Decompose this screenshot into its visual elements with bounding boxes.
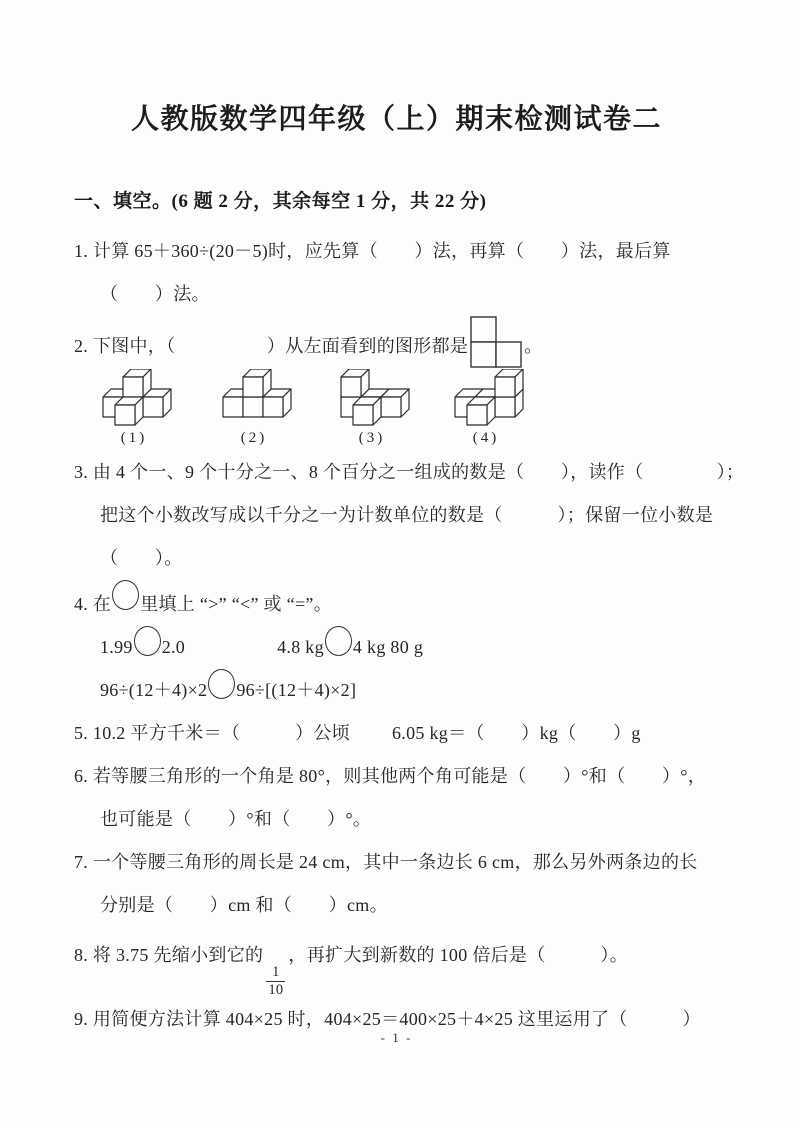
cube-figure-1-drawing bbox=[95, 369, 173, 427]
cube-figure-1 bbox=[95, 369, 173, 447]
question-2-period: 。 bbox=[524, 336, 543, 356]
cube-figure-2 bbox=[215, 369, 293, 447]
exam-body bbox=[0, 190, 793, 1041]
question-2-line bbox=[74, 316, 743, 368]
cube-figures-row bbox=[74, 369, 743, 451]
question-6-line-2: 也可能是（ ）°和（ ）°。 bbox=[100, 809, 372, 829]
comparison-circle bbox=[325, 626, 352, 656]
question-4-line-3 bbox=[74, 669, 743, 712]
comparison-circle bbox=[208, 669, 235, 699]
l-shape-figure bbox=[470, 316, 524, 368]
cube-figure-3-drawing bbox=[333, 369, 411, 427]
question-2-text: 2. 下图中，（ ）从左面看到的图形都是 bbox=[74, 336, 469, 356]
compare-1-right: 2.0 bbox=[161, 637, 186, 657]
fraction-one-tenth bbox=[266, 964, 285, 998]
compare-1-left: 1.99 bbox=[100, 637, 133, 657]
compare-3-left: 96÷(12＋4)×2 bbox=[100, 680, 208, 700]
cube-figure-4 bbox=[447, 369, 525, 447]
comparison-circle bbox=[112, 580, 139, 610]
compare-2-left: 4.8 kg bbox=[277, 637, 324, 657]
question-1-line-1: 1. 计算 65＋360÷(20－5)时，应先算（ ）法，再算（ ）法，最后算 bbox=[74, 241, 671, 261]
question-5-line bbox=[74, 712, 743, 755]
cube-figure-4-drawing bbox=[447, 369, 525, 427]
question-4-line-1 bbox=[74, 580, 743, 626]
question-4-line-2 bbox=[74, 626, 743, 669]
question-1-line-2: （ ）法。 bbox=[100, 284, 210, 304]
page-title: 人教版数学四年级（上）期末检测试卷二 bbox=[130, 104, 662, 135]
cube-figure-3 bbox=[333, 369, 411, 447]
page-number: - 1 - bbox=[380, 1030, 413, 1045]
question-8-post: ，再扩大到新数的 100 倍后是（ ）。 bbox=[288, 945, 629, 965]
question-9-line: 9. 用简便方法计算 404×25 时，404×25＝400×25＋4×25 这里运用了（ ） bbox=[74, 1009, 701, 1030]
cube-figure-2-label: (2) bbox=[240, 430, 268, 446]
question-7-line-1: 7. 一个等腰三角形的周长是 24 cm，其中一条边长 6 cm，那么另外两条边的长 bbox=[74, 852, 698, 872]
compare-2-right: 4 kg 80 g bbox=[352, 637, 424, 657]
question-6-line-1: 6. 若等腰三角形的一个角是 80°，则其他两个角可能是（ ）°和（ ）°， bbox=[74, 766, 707, 786]
cube-figure-2-drawing bbox=[215, 369, 293, 427]
question-4-pre: 4. 在 bbox=[74, 594, 112, 614]
question-8-pre: 8. 将 3.75 先缩小到它的 bbox=[74, 945, 264, 965]
question-8-line bbox=[74, 927, 743, 998]
cube-figure-3-label: (3) bbox=[358, 430, 386, 446]
question-5-part-1: 5. 10.2 平方千米＝（ ）公顷 bbox=[74, 723, 350, 743]
fraction-numerator: 1 bbox=[272, 964, 280, 980]
cube-figure-4-label: (4) bbox=[472, 430, 500, 446]
question-4-post: 里填上 “>” “<” 或 “=”。 bbox=[140, 594, 332, 614]
question-7-line-2: 分别是（ ）cm 和（ ）cm。 bbox=[100, 895, 388, 915]
fraction-denominator: 10 bbox=[268, 981, 284, 998]
question-3-line-1: 3. 由 4 个一、9 个十分之一、8 个百分之一组成的数是（ ），读作（ ）； bbox=[74, 462, 745, 482]
section-1-heading: 一、填空。(6 题 2 分，其余每空 1 分，共 22 分) bbox=[74, 191, 487, 212]
question-5-part-2: 6.05 kg＝（ ）kg（ ）g bbox=[392, 723, 641, 743]
question-3-line-3: （ ）。 bbox=[100, 548, 183, 568]
comparison-circle bbox=[134, 626, 161, 656]
cube-figure-1-label: (1) bbox=[120, 430, 148, 446]
compare-3-right: 96÷[(12＋4)×2] bbox=[236, 680, 357, 700]
question-3-line-2: 把这个小数改写成以千分之一为计数单位的数是（ ）；保留一位小数是 bbox=[100, 505, 714, 525]
